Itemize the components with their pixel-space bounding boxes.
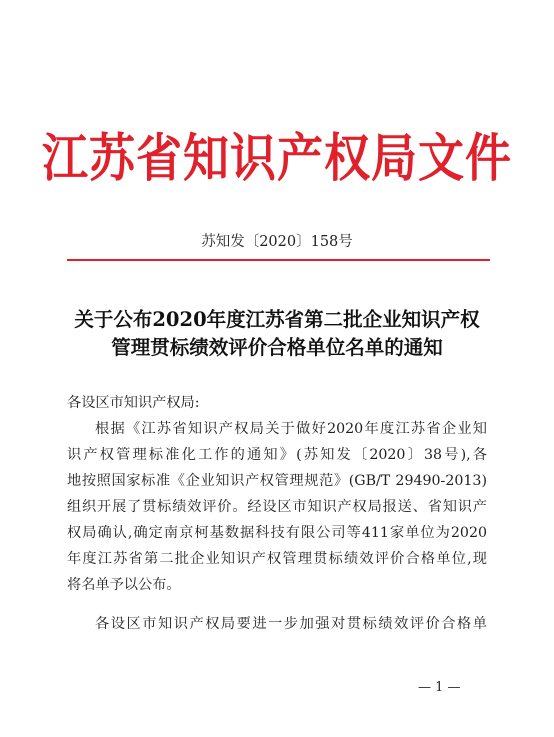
paragraph-1-line: 识产权管理标准化工作的通知》(苏知发〔2020〕38号),各 [67,447,487,463]
paragraph-1 [67,416,487,598]
salutation-text: 各设区市知识产权局: [67,395,200,411]
paragraph-1-line: 将名单予以公布。 [67,577,181,593]
paragraph-2 [67,611,487,637]
paragraph-1-line: 根据《江苏省知识产权局关于做好2020年度江苏省企业知 [95,421,487,437]
paragraph-1-line: 组织开展了贯标绩效评价。经设区市知识产权局报送、省知识产 [67,499,487,515]
red-divider-line [67,259,490,261]
paragraph-2-line: 各设区市知识产权局要进一步加强对贯标绩效评价合格单 [95,616,487,632]
paragraph-1-line: 年度江苏省第二批企业知识产权管理贯标绩效评价合格单位,现 [67,551,487,567]
notice-title [60,306,494,362]
page-number: — 1 — [418,680,461,695]
notice-title-line-2: 管理贯标绩效评价合格单位名单的通知 [111,336,443,359]
salutation [67,390,487,416]
paragraph-1-line: 权局确认,确定南京柯基数据科技有限公司等411家单位为2020 [67,525,487,541]
document-number: 苏知发〔2020〕158号 [201,234,353,250]
paragraph-1-line: 地按照国家标准《企业知识产权管理规范》(GB/T 29490-2013) [67,473,487,489]
notice-title-line-1: 关于公布2020年度江苏省第二批企业知识产权 [74,308,480,331]
notice-body [67,390,487,637]
masthead-title: 江苏省知识产权局文件 [42,128,512,189]
